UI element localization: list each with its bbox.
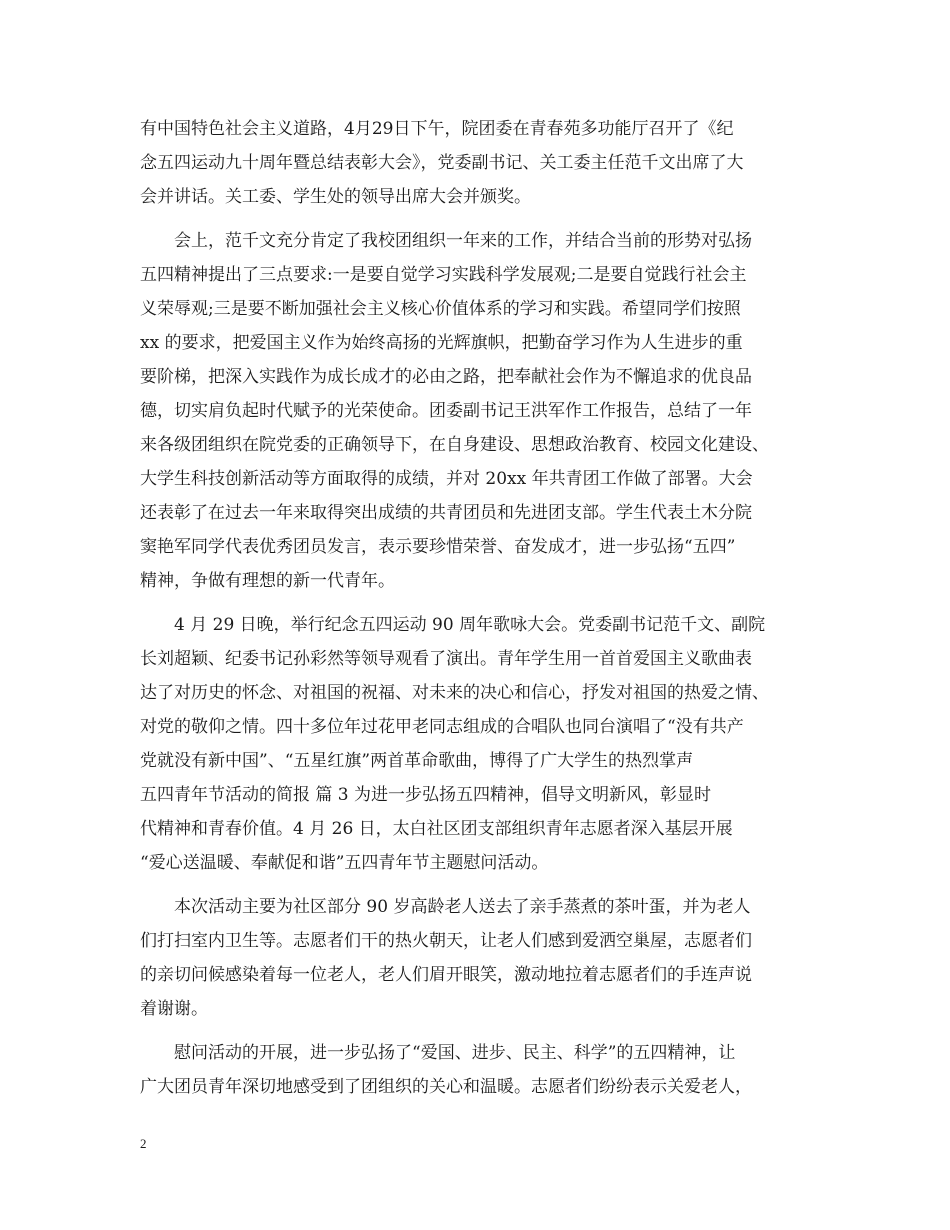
- text-line: “爱心送温暖、奉献促和谐”五四青年节主题慰问活动。: [140, 853, 549, 873]
- text-line: 本次活动主要为社区部分 90 岁高龄老人送去了亲手蒸煮的茶叶蛋，并为老人: [174, 897, 751, 917]
- text-line: 念五四运动九十周年暨总结表彰大会》，党委副书记、关工委主任范千文出席了大: [140, 153, 744, 173]
- page-number: 2: [140, 1136, 147, 1151]
- paragraph-gap: [140, 598, 826, 608]
- text-line: 会并讲话。关工委、学生处的领导出席大会并颁奖。: [140, 187, 531, 207]
- text-line: 长刘超颖、纪委书记孙彩然等领导观看了演出。青年学生用一首首爱国主义歌曲表: [140, 649, 752, 669]
- text-line: 4 月 29 日晚，举行纪念五四运动 90 周年歌咏大会。党委副书记范千文、副院: [174, 615, 766, 635]
- text-line: 代精神和青春价值。4 月 26 日，太白社区团支部组织青年志愿者深入基层开展: [140, 819, 733, 839]
- text-line: 党就没有新中国”、“五星红旗”两首革命歌曲，博得了广大学生的热烈掌声: [140, 751, 694, 771]
- text-line: 们打扫室内卫生等。志愿者们干的热火朝天，让老人们感到爱洒空巢屋，志愿者们: [140, 931, 752, 951]
- paragraph-gap: [140, 880, 826, 890]
- text-line: 五四精神提出了三点要求:一是要自觉学习实践科学发展观;二是要自觉践行社会主: [140, 265, 747, 285]
- text-line: 还表彰了在过去一年来取得突出成绩的共青团员和先进团支部。学生代表土木分院: [140, 503, 752, 523]
- paragraph: [140, 1036, 826, 1104]
- paragraph: [140, 224, 826, 598]
- text-line: 达了对历史的怀念、对祖国的祝福、对未来的决心和信心，抒发对祖国的热爱之情、: [140, 683, 769, 703]
- paragraph-gap: [140, 214, 826, 224]
- text-line: 着谢谢。: [140, 999, 208, 1019]
- text-line: 精神，争做有理想的新一代青年。: [140, 571, 395, 591]
- text-line: 要阶梯，把深入实践作为成长成才的必由之路，把奉献社会作为不懈追求的优良品: [140, 367, 752, 387]
- paragraph: [140, 608, 826, 880]
- text-line: 对党的敬仰之情。四十多位年过花甲老同志组成的合唱队也同台演唱了“没有共产: [140, 717, 744, 737]
- text-line: 大学生科技创新活动等方面取得的成绩，并对 20xx 年共青团工作做了部署。大会: [140, 469, 753, 489]
- text-line: 窦艳军同学代表优秀团员发言，表示要珍惜荣誉、奋发成才，进一步弘扬“五四”: [140, 537, 736, 557]
- text-line: 五四青年节活动的简报 篇 3 为进一步弘扬五四精神，倡导文明新风，彰显时: [140, 785, 712, 805]
- paragraph-gap: [140, 1026, 826, 1036]
- text-line: 的亲切问候感染着每一位老人，老人们眉开眼笑，激动地拉着志愿者们的手连声说: [140, 965, 752, 985]
- text-line: 来各级团组织在院党委的正确领导下，在自身建设、思想政治教育、校园文化建设、: [140, 435, 769, 455]
- text-line: 会上，范千文充分肯定了我校团组织一年来的工作，并结合当前的形势对弘扬: [174, 231, 752, 251]
- text-line: xx 的要求，把爱国主义作为始终高扬的光辉旗帜，把勤奋学习作为人生进步的重: [140, 333, 743, 353]
- text-line: 德，切实肩负起时代赋予的光荣使命。团委副书记王洪军作工作报告，总结了一年: [140, 401, 752, 421]
- text-line: 慰问活动的开展，进一步弘扬了“爱国、进步、民主、科学”的五四精神，让: [174, 1043, 736, 1063]
- text-line: 义荣辱观;三是要不断加强社会主义核心价值体系的学习和实践。希望同学们按照: [140, 299, 741, 319]
- paragraph: [140, 112, 826, 214]
- text-line: 有中国特色社会主义道路，4月29日下午，院团委在青春苑多功能厅召开了《纪: [140, 119, 734, 139]
- paragraph: [140, 890, 826, 1026]
- document-body: [140, 112, 826, 1104]
- text-line: 广大团员青年深切地感受到了团组织的关心和温暖。志愿者们纷纷表示关爱老人，: [140, 1077, 752, 1097]
